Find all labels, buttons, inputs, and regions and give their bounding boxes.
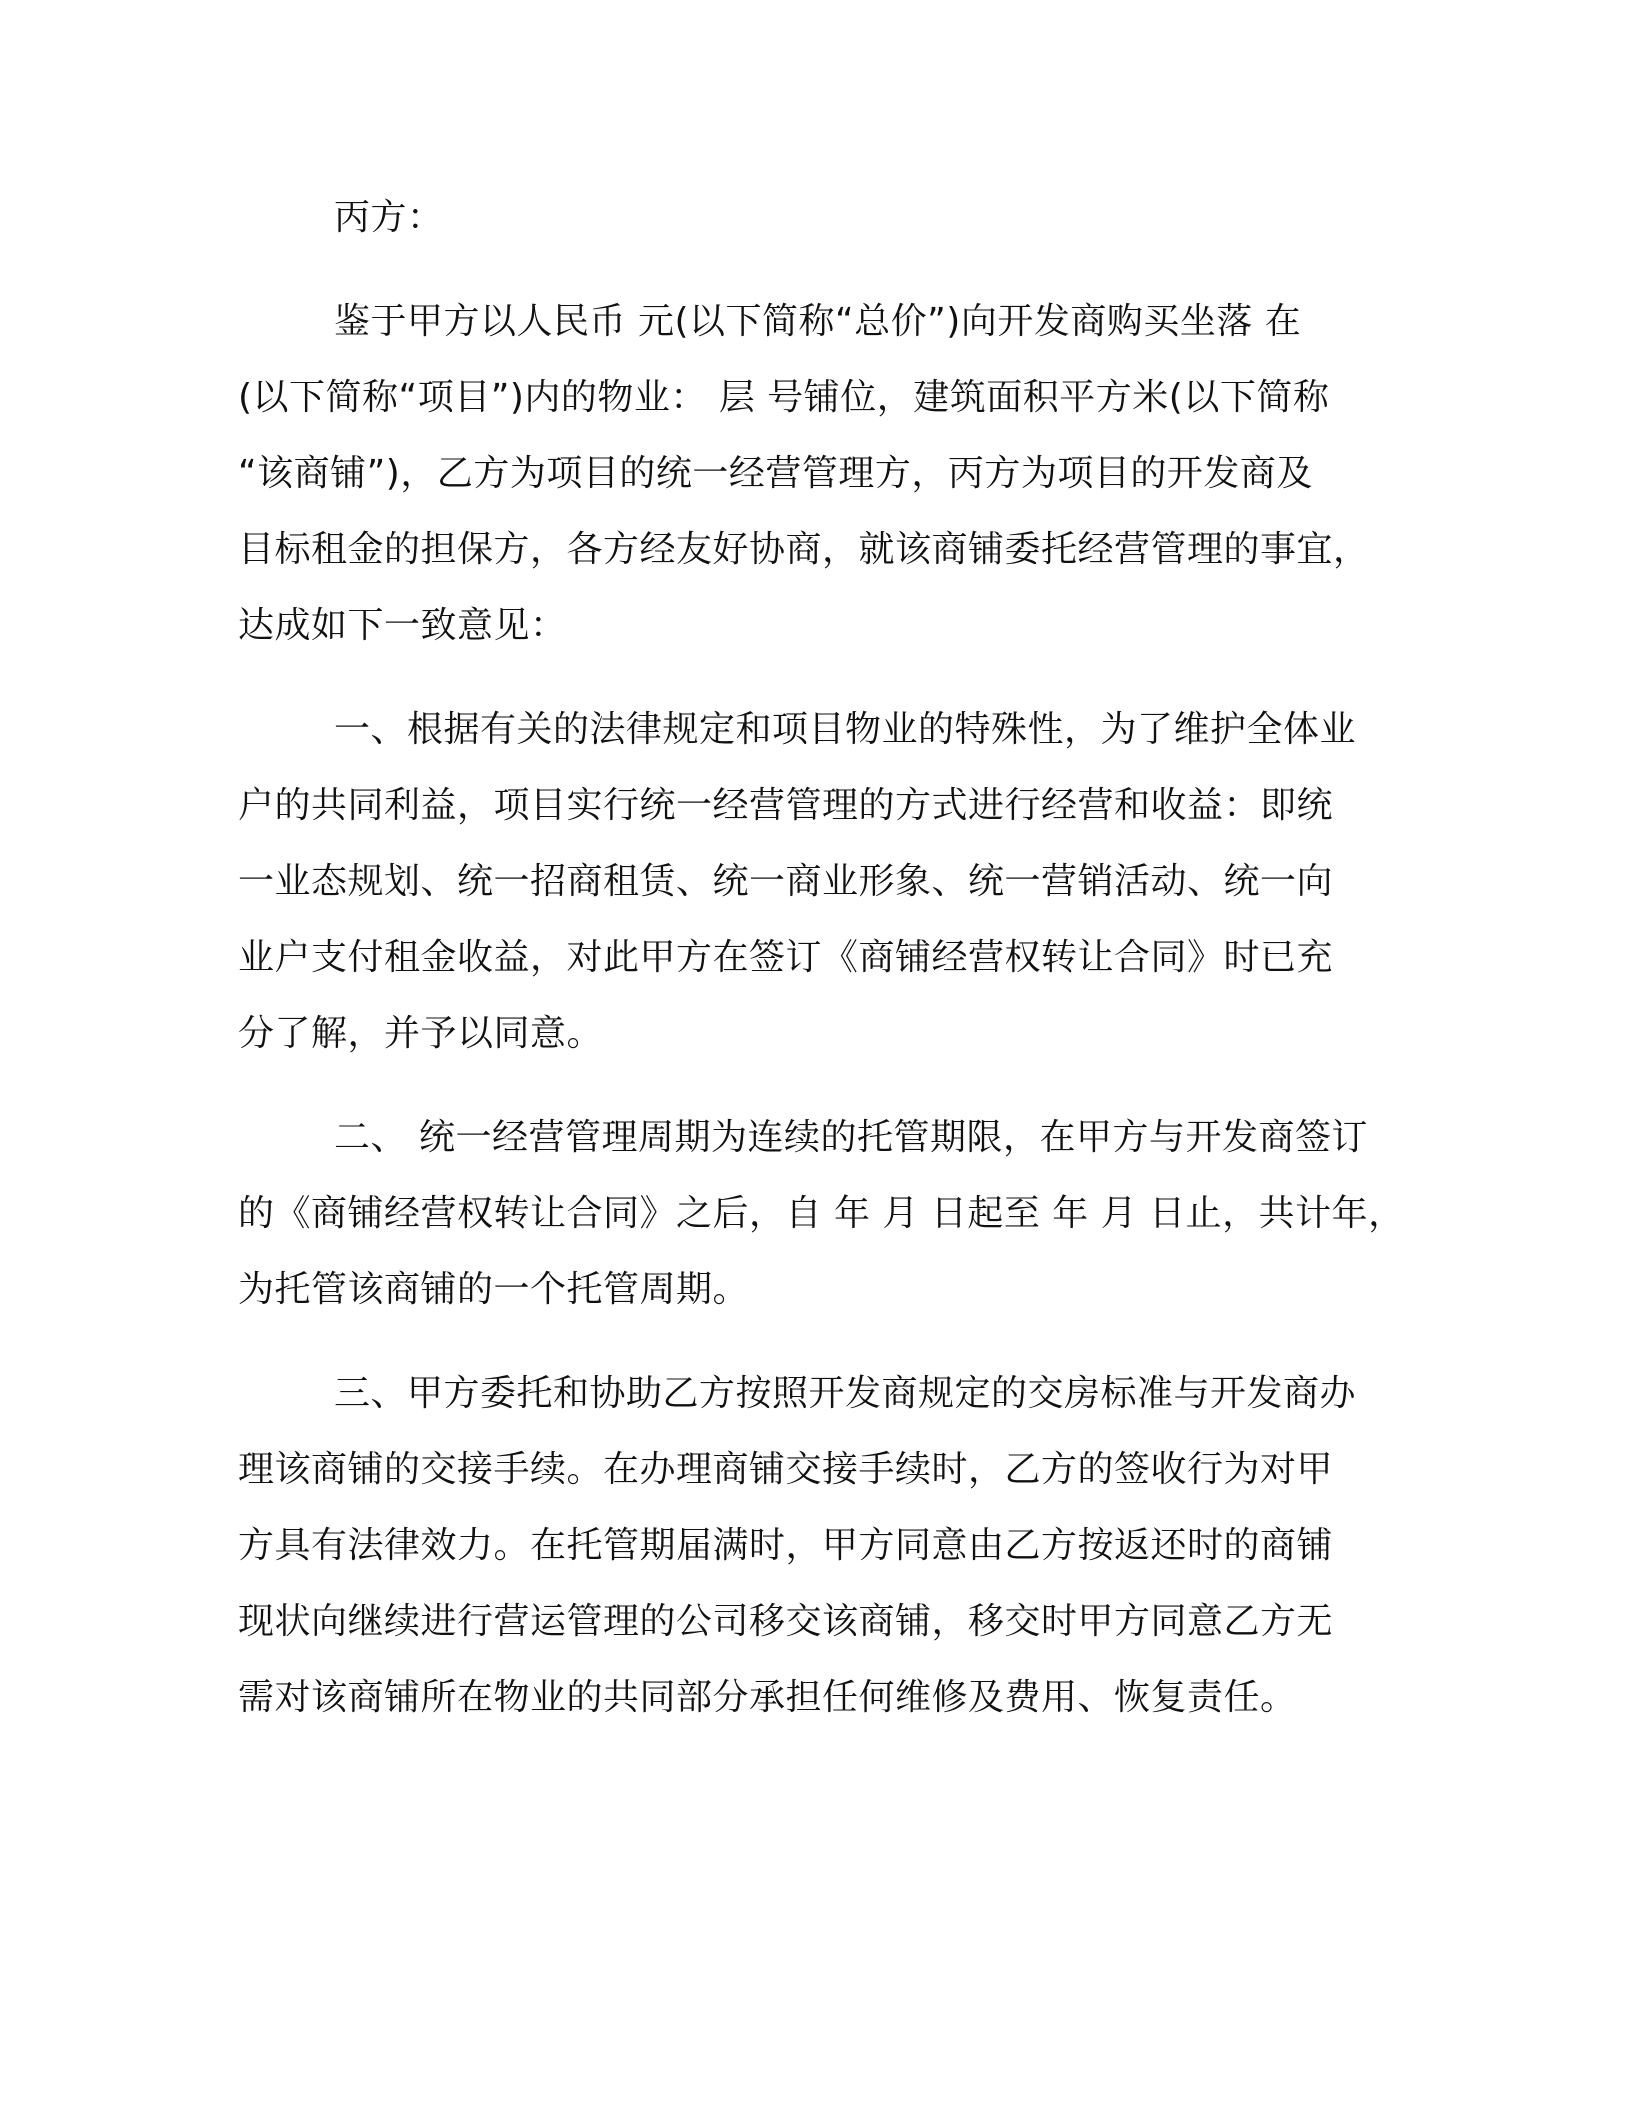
clause-3-line-2: 理该商铺的交接手续。在办理商铺交接手续时，乙方的签收行为对甲 xyxy=(238,1449,1334,1490)
clause-1-line-1: 一、根据有关的法律规定和项目物业的特殊性，为了维护全体业 xyxy=(334,709,1357,750)
clause-3-line-1: 三、甲方委托和协助乙方按照开发商规定的交房标准与开发商办 xyxy=(334,1373,1357,1414)
clause-1-line-4: 业户支付租金收益，对此甲方在签订《商铺经营权转让合同》时已充 xyxy=(238,937,1334,978)
clause-2-line-3: 为托管该商铺的一个托管周期。 xyxy=(238,1269,750,1310)
preamble-line-2: (以下简称“项目”)内的物业： 层 号铺位，建筑面积平方米(以下简称 xyxy=(238,377,1330,418)
clause-1-line-5: 分了解，并予以同意。 xyxy=(238,1013,604,1054)
clause-1-line-3: 一业态规划、统一招商租赁、统一商业形象、统一营销活动、统一向 xyxy=(238,861,1334,902)
preamble-line-4: 目标租金的担保方，各方经友好协商，就该商铺委托经营管理的事宜， xyxy=(238,529,1370,570)
clause-2-line-2: 的《商铺经营权转让合同》之后，自 年 月 日起至 年 月 日止，共计年， xyxy=(238,1193,1405,1234)
clause-2-line-1: 二、 统一经营管理周期为连续的托管期限，在甲方与开发商签订 xyxy=(334,1117,1368,1158)
preamble-line-3: “该商铺”)，乙方为项目的统一经营管理方，丙方为项目的开发商及 xyxy=(238,453,1313,494)
preamble-line-1: 鉴于甲方以人民币 元(以下简称“总价”)向开发商购买坐落 在 xyxy=(334,301,1302,342)
party-c-line: 丙方： xyxy=(334,197,444,238)
preamble-line-5: 达成如下一致意见： xyxy=(238,605,567,646)
clause-3-line-5: 需对该商铺所在物业的共同部分承担任何维修及费用、恢复责任。 xyxy=(238,1677,1297,1718)
clause-1-line-2: 户的共同利益，项目实行统一经营管理的方式进行经营和收益：即统 xyxy=(238,785,1334,826)
clause-3-line-4: 现状向继续进行营运管理的公司移交该商铺，移交时甲方同意乙方无 xyxy=(238,1601,1334,1642)
clause-3-line-3: 方具有法律效力。在托管期届满时，甲方同意由乙方按返还时的商铺 xyxy=(238,1525,1334,1566)
